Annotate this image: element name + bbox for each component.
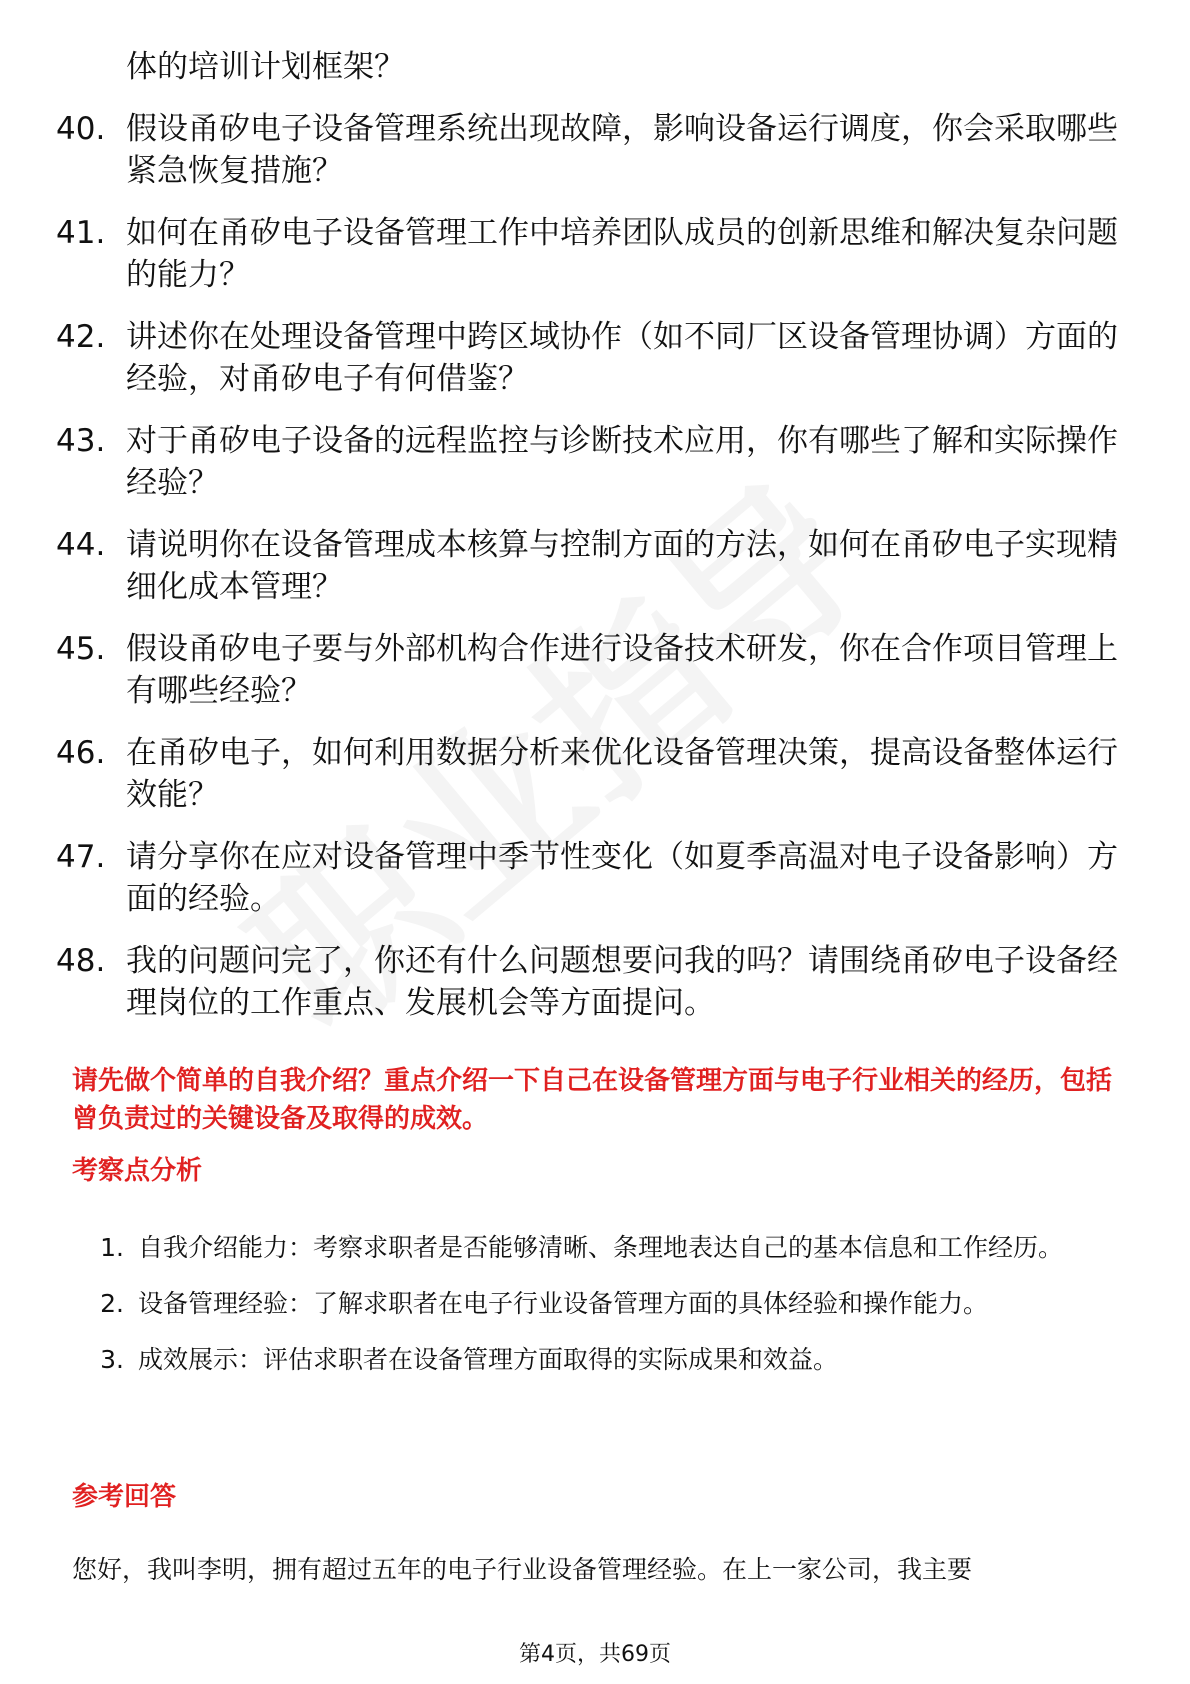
question-item [56, 316, 1126, 400]
question-number: 48. [56, 943, 106, 979]
question-text: 如何在甬矽电子设备管理工作中培养团队成员的创新思维和解决复杂问题的能力？ [126, 215, 1118, 293]
question-number: 41. [56, 215, 106, 251]
analysis-heading: 考察点分析 [72, 1156, 203, 1186]
point-number: 2. [100, 1289, 124, 1318]
question-number: 45. [56, 631, 106, 667]
point-text: 成效展示：评估求职者在设备管理方面取得的实际成果和效益。 [138, 1345, 839, 1374]
question-number: 44. [56, 527, 106, 563]
question-number: 46. [56, 735, 106, 771]
analysis-point [72, 1276, 1132, 1332]
analysis-point [72, 1332, 1132, 1388]
reference-heading: 参考回答 [72, 1482, 177, 1512]
question-item [56, 732, 1126, 816]
question-text: 对于甬矽电子设备的远程监控与诊断技术应用，你有哪些了解和实际操作经验？ [126, 423, 1118, 501]
question-text: 请说明你在设备管理成本核算与控制方面的方法，如何在甬矽电子实现精细化成本管理？ [126, 527, 1118, 605]
question-list [56, 46, 1126, 1044]
question-item [56, 940, 1126, 1024]
question-continuation: 体的培训计划框架？ [126, 49, 405, 85]
page-footer: 第4页，共69页 [519, 1642, 671, 1667]
question-text: 假设甬矽电子设备管理系统出现故障，影响设备运行调度，你会采取哪些紧急恢复措施？ [126, 111, 1118, 189]
question-number: 47. [56, 839, 106, 875]
question-text: 请分享你在应对设备管理中季节性变化（如夏季高温对电子设备影响）方面的经验。 [126, 839, 1118, 917]
question-text: 在甬矽电子，如何利用数据分析来优化设备管理决策，提高设备整体运行效能？ [126, 735, 1118, 813]
point-number: 1. [100, 1233, 124, 1262]
analysis-point [72, 1220, 1132, 1276]
question-item [56, 212, 1126, 296]
highlight-question: 请先做个简单的自我介绍？重点介绍一下自己在设备管理方面与电子行业相关的经历，包括曾负责过的关键设备及取得的成效。 [72, 1066, 1113, 1134]
point-number: 3. [100, 1345, 124, 1374]
question-item [56, 524, 1126, 608]
point-text: 自我介绍能力：考察求职者是否能够清晰、条理地表达自己的基本信息和工作经历。 [138, 1233, 1064, 1262]
question-item [56, 628, 1126, 712]
question-text: 讲述你在处理设备管理中跨区域协作（如不同厂区设备管理协调）方面的经验，对甬矽电子有何借鉴？ [126, 319, 1118, 397]
question-item [56, 420, 1126, 504]
point-text: 设备管理经验：了解求职者在电子行业设备管理方面的具体经验和操作能力。 [138, 1289, 989, 1318]
question-number: 43. [56, 423, 106, 459]
question-text: 假设甬矽电子要与外部机构合作进行设备技术研发，你在合作项目管理上有哪些经验？ [126, 631, 1118, 709]
question-number: 40. [56, 111, 106, 147]
question-number: 42. [56, 319, 106, 355]
question-item [56, 108, 1126, 192]
question-text: 我的问题问完了，你还有什么问题想要问我的吗？请围绕甬矽电子设备经理岗位的工作重点、发展机会等方面提问。 [126, 943, 1118, 1021]
reference-answer: 您好，我叫李明，拥有超过五年的电子行业设备管理经验。在上一家公司，我主要 [72, 1555, 973, 1584]
question-item [56, 836, 1126, 920]
analysis-points [72, 1220, 1132, 1388]
